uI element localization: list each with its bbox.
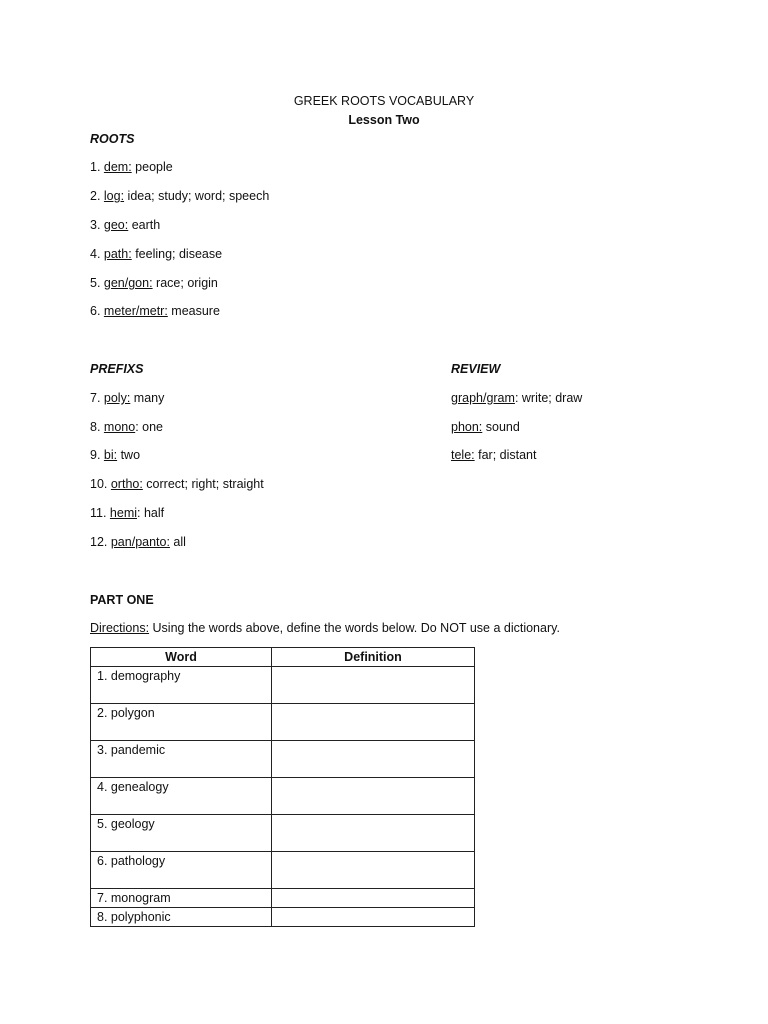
directions-text: Using the words above, define the words below. Do NOT use a dictionary. — [149, 621, 560, 635]
root-item — [90, 218, 160, 232]
prefixes-heading: PREFIXS — [90, 362, 144, 376]
document-title: GREEK ROOTS VOCABULARY — [293, 94, 475, 108]
definition-cell[interactable] — [272, 704, 475, 741]
word-cell: 4. genealogy — [91, 778, 272, 815]
prefix-term: ortho: — [110, 477, 143, 491]
definition-cell[interactable] — [272, 741, 475, 778]
item-number: 12. — [90, 535, 111, 549]
definition-cell[interactable] — [272, 889, 475, 908]
review-term: phon: — [451, 420, 483, 434]
table-header-row — [91, 648, 475, 667]
prefix-item — [90, 391, 164, 405]
root-definition: measure — [167, 304, 220, 318]
review-definition: sound — [482, 420, 520, 434]
prefix-definition: correct; right; straight — [142, 477, 264, 491]
table-row — [91, 667, 475, 704]
root-item — [90, 160, 173, 174]
prefix-item — [90, 477, 264, 491]
item-number: 5. — [90, 276, 104, 290]
prefix-definition: two — [117, 448, 141, 462]
item-number: 4. — [90, 247, 104, 261]
root-definition: feeling; disease — [131, 247, 223, 261]
column-header-word: Word — [91, 648, 272, 667]
definition-cell[interactable] — [272, 778, 475, 815]
prefix-item — [90, 506, 164, 520]
table-row — [91, 908, 475, 927]
review-definition: : write; draw — [514, 391, 583, 405]
prefix-term: hemi — [109, 506, 138, 520]
review-term: tele: — [451, 448, 475, 462]
root-item — [90, 276, 218, 290]
root-item — [90, 247, 222, 261]
root-definition: race; origin — [152, 276, 218, 290]
roots-heading: ROOTS — [90, 132, 135, 146]
directions — [90, 621, 560, 635]
prefix-item — [90, 535, 186, 549]
table-row — [91, 815, 475, 852]
root-term: meter/metr: — [103, 304, 168, 318]
word-cell: 7. monogram — [91, 889, 272, 908]
prefix-term: poly: — [103, 391, 131, 405]
document-subtitle: Lesson Two — [348, 113, 420, 127]
item-number: 2. — [90, 189, 104, 203]
root-term: gen/gon: — [103, 276, 153, 290]
review-heading: REVIEW — [451, 362, 501, 376]
prefix-term: mono — [103, 420, 136, 434]
review-item — [451, 391, 582, 405]
word-cell: 3. pandemic — [91, 741, 272, 778]
review-term: graph/gram — [451, 391, 515, 405]
prefix-item — [90, 420, 163, 434]
word-cell: 5. geology — [91, 815, 272, 852]
prefix-item — [90, 448, 140, 462]
prefix-term: pan/panto: — [110, 535, 170, 549]
item-number: 10. — [90, 477, 111, 491]
definition-cell[interactable] — [272, 667, 475, 704]
review-definition: far; distant — [474, 448, 537, 462]
definition-cell[interactable] — [272, 908, 475, 927]
root-definition: earth — [128, 218, 161, 232]
column-header-definition: Definition — [272, 648, 475, 667]
prefix-definition: : one — [135, 420, 163, 434]
part-one-heading: PART ONE — [90, 593, 154, 607]
root-item — [90, 304, 220, 318]
prefix-definition: many — [130, 391, 165, 405]
table-row — [91, 778, 475, 815]
vocabulary-table — [90, 647, 475, 927]
table-row — [91, 704, 475, 741]
item-number: 3. — [90, 218, 104, 232]
root-term: geo: — [103, 218, 129, 232]
item-number: 9. — [90, 448, 104, 462]
prefix-definition: : half — [137, 506, 165, 520]
word-cell: 1. demography — [91, 667, 272, 704]
table-row — [91, 889, 475, 908]
prefix-term: bi: — [103, 448, 118, 462]
definition-cell[interactable] — [272, 815, 475, 852]
root-term: log: — [103, 189, 125, 203]
review-item — [451, 448, 536, 462]
root-definition: idea; study; word; speech — [124, 189, 270, 203]
prefix-definition: all — [169, 535, 186, 549]
item-number: 7. — [90, 391, 104, 405]
root-term: path: — [103, 247, 132, 261]
root-term: dem: — [103, 160, 132, 174]
item-number: 8. — [90, 420, 104, 434]
root-item — [90, 189, 269, 203]
table-row — [91, 852, 475, 889]
word-cell: 2. polygon — [91, 704, 272, 741]
item-number: 1. — [90, 160, 104, 174]
directions-label: Directions: — [90, 621, 150, 635]
review-item — [451, 420, 520, 434]
item-number: 6. — [90, 304, 104, 318]
word-cell: 6. pathology — [91, 852, 272, 889]
word-cell: 8. polyphonic — [91, 908, 272, 927]
table-row — [91, 741, 475, 778]
root-definition: people — [131, 160, 173, 174]
definition-cell[interactable] — [272, 852, 475, 889]
item-number: 11. — [90, 506, 110, 520]
